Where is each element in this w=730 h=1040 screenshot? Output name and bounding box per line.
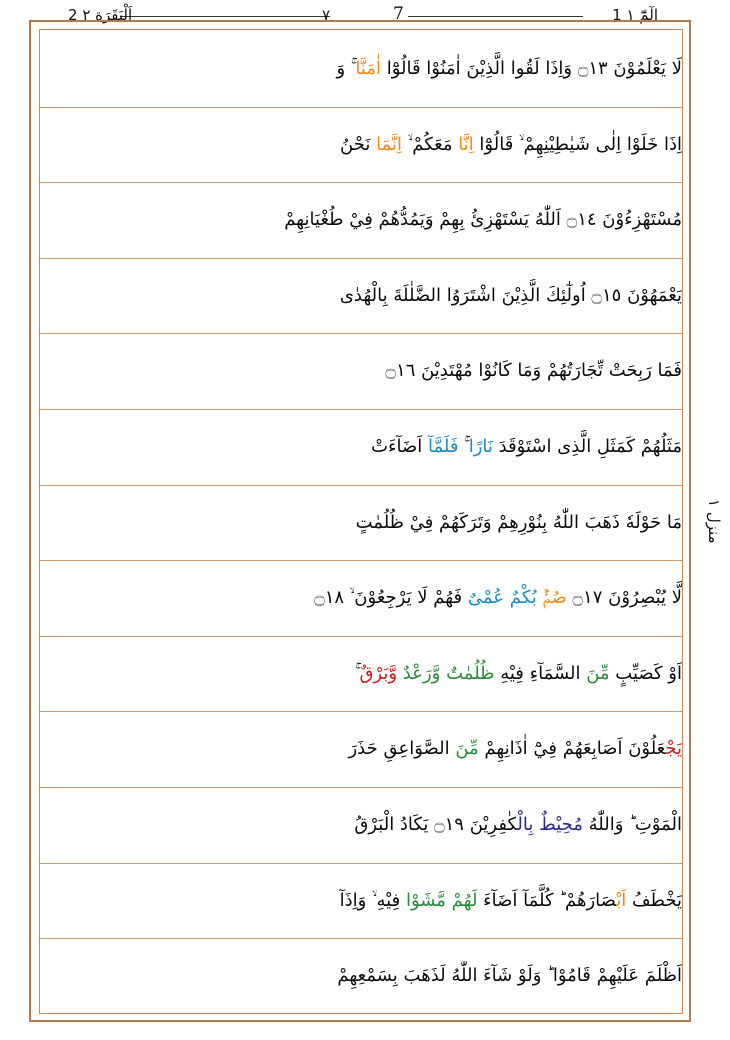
text-segment: ۚ وَ bbox=[336, 58, 356, 79]
text-line-8 bbox=[40, 561, 682, 635]
text-line-12 bbox=[40, 864, 682, 938]
text-line-11 bbox=[40, 788, 682, 862]
text-segment: مَا حَوْلَهٗ ذَهَبَ اللّٰهُ بِنُوْرِهِمْ وَتَرَكَهُمْ فِيْ ظُلُمٰتٍ bbox=[355, 511, 682, 533]
text-segment: نَحْنُ bbox=[340, 133, 377, 155]
text-segment: بِالْ bbox=[517, 814, 534, 835]
text-segment: عُمْىٌ bbox=[467, 587, 505, 609]
text-segment: وَّبَرْقٌ bbox=[359, 662, 398, 684]
header-divider-left bbox=[120, 16, 330, 17]
text-segment: يَخْطَفُ bbox=[626, 889, 682, 911]
text-segment: صَارَهُمْ ؕ كُلَّمَآ اَضَآءَ bbox=[477, 889, 617, 911]
text-segment: لَا يَعْلَمُوْنَ ۝١٣ وَاِذَا لَقُوا الَّذِيْنَ اٰمَنُوْا قَالُوْٓا bbox=[380, 58, 682, 79]
text-line-13 bbox=[40, 939, 682, 1013]
text-segment: مِّنَ bbox=[586, 662, 610, 684]
text-line-1 bbox=[40, 32, 682, 106]
text-segment: اَوْ كَصَيِّبٍ bbox=[609, 662, 682, 684]
text-segment: مَّشَوْا bbox=[405, 889, 446, 911]
surah-name: 2 اَلْبَقَرَة ٢ bbox=[68, 6, 133, 24]
text-segment: اِنَّمَا bbox=[376, 133, 402, 155]
text-line-4 bbox=[40, 259, 682, 333]
text-line-7 bbox=[40, 486, 682, 560]
page-number: 7 bbox=[393, 4, 404, 24]
text-line-6 bbox=[40, 410, 682, 484]
text-segment: فَمَا رَبِحَتْ تِّجَارَتُهُمْ وَمَا كَانُوْا مُهْتَدِيْنَ ۝١٦ bbox=[385, 360, 682, 382]
text-segment: ۚ bbox=[458, 436, 469, 457]
text-line-9 bbox=[40, 637, 682, 711]
text-segment: مُحِيْطٌ bbox=[539, 814, 583, 835]
text-segment: اِذَا خَلَوْا اِلٰى شَيٰطِيْنِهِمْ ۙ قَالُوْٓا bbox=[473, 133, 682, 155]
text-segment: اِنَّا bbox=[458, 133, 474, 155]
text-line-3 bbox=[40, 183, 682, 257]
text-segment: لَهُمْ bbox=[451, 889, 478, 911]
text-segment: مُسْتَهْزِءُوْنَ ۝١٤ اَللّٰهُ يَسْتَهْزِئُ بِهِمْ وَيَمُدُّهُمْ فِيْ طُغْيَانِهِمْ bbox=[284, 209, 682, 231]
text-segment: لَّا يُبْصِرُوْنَ ۝١٧ bbox=[566, 587, 682, 609]
text-segment: الْمَوْتِ ؕ وَاللّٰهُ bbox=[582, 814, 682, 835]
juz-label: 1 الٓمّٓ ١ bbox=[612, 6, 658, 24]
text-segment: الصَّوَاعِقِ حَذَرَ bbox=[348, 738, 456, 760]
text-segment: يَعْمَهُوْنَ ۝١٥ اُولٰٓئِكَ الَّذِيْنَ اشْتَرَوُا الضَّلٰلَةَ بِالْهُدٰى bbox=[339, 284, 682, 306]
text-segment: فَهُمْ لَا يَرْجِعُوْنَ ۙ ۝١٨ bbox=[314, 587, 468, 609]
text-segment: مِّنَ bbox=[455, 738, 479, 760]
text-segment: بُكْمٌ bbox=[509, 587, 537, 609]
text-segment: فَلَمَّآ bbox=[427, 436, 459, 457]
text-segment: ظُلُمٰتٌ bbox=[446, 662, 495, 684]
page-number-arabic: ٧ bbox=[322, 6, 331, 24]
text-segment: اٰمَنَّا bbox=[355, 58, 381, 79]
text-segment: مَثَلُهُمْ كَمَثَلِ الَّذِى اسْتَوْقَدَ bbox=[492, 436, 682, 457]
text-segment: اَبْ bbox=[616, 889, 627, 911]
text-segment: وَّرَعْدٌ bbox=[402, 662, 441, 684]
text-segment: فِيْهِ ۙ وَاِذَآ bbox=[339, 889, 406, 911]
text-segment: كٰفِرِيْنَ ۝١٩ يَكَادُ الْبَرْقُ bbox=[354, 814, 518, 835]
text-line-5 bbox=[40, 334, 682, 408]
text-segment: مَعَكُمْ ۙ bbox=[402, 133, 459, 155]
text-segment: اَظْلَمَ عَلَيْهِمْ قَامُوْا ؕ وَلَوْ شَآءَ اللّٰهُ لَذَهَبَ بِسَمْعِهِمْ bbox=[337, 965, 682, 987]
text-segment: السَّمَآءِ فِيْهِ bbox=[494, 662, 587, 684]
text-segment: نَارًا bbox=[468, 436, 493, 457]
text-line-2 bbox=[40, 108, 682, 182]
text-segment: ۚ bbox=[354, 662, 360, 684]
text-segment: عَلُوْنَ اَصَابِعَهُمْ فِيْٓ اٰذَانِهِمْ bbox=[478, 738, 666, 760]
text-line-10 bbox=[40, 712, 682, 786]
header-divider-right bbox=[408, 16, 583, 17]
text-segment: صُمٌّۢ bbox=[542, 587, 567, 609]
text-segment: يَجْ bbox=[665, 738, 682, 760]
manzil-marker: منزل ١ bbox=[705, 498, 723, 544]
text-segment: اَضَآءَتْ bbox=[371, 436, 428, 457]
